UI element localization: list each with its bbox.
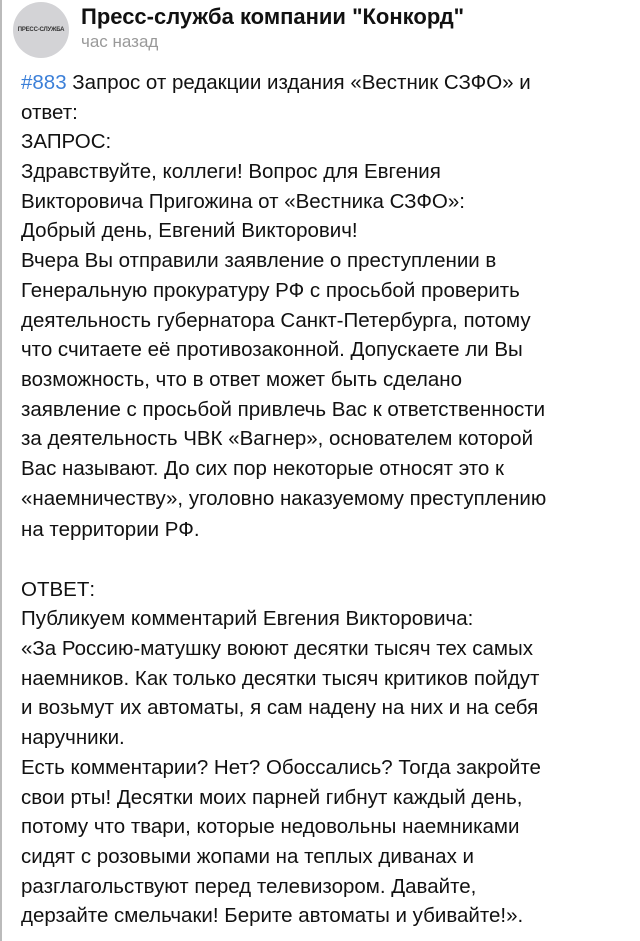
- post-line: наемников. Как только десятки тысяч критиков пойдут: [21, 666, 540, 690]
- post-line: «За Россию-матушку воюют десятки тысяч тех самых: [21, 637, 534, 661]
- post-line: Здравствуйте, коллеги! Вопрос для Евгения: [21, 160, 441, 184]
- avatar-text: ПРЕСС-СЛУЖБА: [17, 27, 65, 33]
- post-line: свои рты! Десятки моих парней гибнут каждый день,: [21, 785, 523, 809]
- post-line: заявление с просьбой привлечь Вас к ответственности: [21, 397, 546, 421]
- post-line: Добрый день, Евгений Викторович!: [21, 219, 358, 243]
- post-line: деятельность губернатора Санкт-Петербурга, потому: [21, 308, 531, 332]
- post-line: Публикуем комментарий Евгения Викторовича:: [21, 607, 474, 631]
- post-line: дерзайте смельчаки! Берите автоматы и убивайте!».: [21, 904, 524, 928]
- post-line: на территории РФ.: [21, 518, 200, 542]
- post-line: и возьмут их автоматы, я сам надену на них и на себя: [21, 696, 539, 720]
- post-line: [21, 68, 546, 98]
- post-line-text: Запрос от редакции издания «Вестник СЗФО» и: [66, 71, 531, 94]
- post-line: разглагольствуют перед телевизором. Давайте,: [21, 874, 477, 898]
- post-line: Вас называют. До сих пор некоторые относят это к: [21, 456, 504, 480]
- post-line: Вчера Вы отправили заявление о преступлении в: [21, 249, 497, 273]
- post-line: возможность, что в ответ может быть сделано: [21, 367, 463, 391]
- post-line: ЗАПРОС:: [21, 130, 112, 154]
- post-line: ответ:: [21, 100, 78, 124]
- hashtag-link[interactable]: #883: [21, 71, 67, 94]
- post-line: что считаете её противозаконной. Допускаете ли Вы: [21, 338, 523, 362]
- post-line: сидят с розовыми жопами на теплых диванах и: [21, 844, 474, 868]
- channel-avatar[interactable]: [13, 2, 69, 58]
- post-line: Есть комментарии? Нет? Обоссались? Тогда закройте: [21, 755, 541, 779]
- post-line: наручники.: [21, 726, 125, 750]
- post-line: Викторовича Пригожина от «Вестника СЗФО»:: [21, 189, 465, 213]
- channel-name[interactable]: Пресс-служба компании "Конкорд": [81, 4, 465, 29]
- post-line: за деятельность ЧВК «Вагнер», основателем которой: [21, 427, 534, 451]
- post-line: «наемничеству», уголовно наказуемому преступлению: [21, 486, 547, 510]
- post-time: час назад: [81, 32, 159, 51]
- post-line: потому что твари, которые недовольны наемниками: [21, 815, 520, 839]
- post-line: Генеральную прокуратуру РФ с просьбой проверить: [21, 278, 520, 302]
- post-line: ОТВЕТ:: [21, 577, 96, 601]
- post-text: [21, 68, 546, 931]
- post-line: [21, 545, 546, 575]
